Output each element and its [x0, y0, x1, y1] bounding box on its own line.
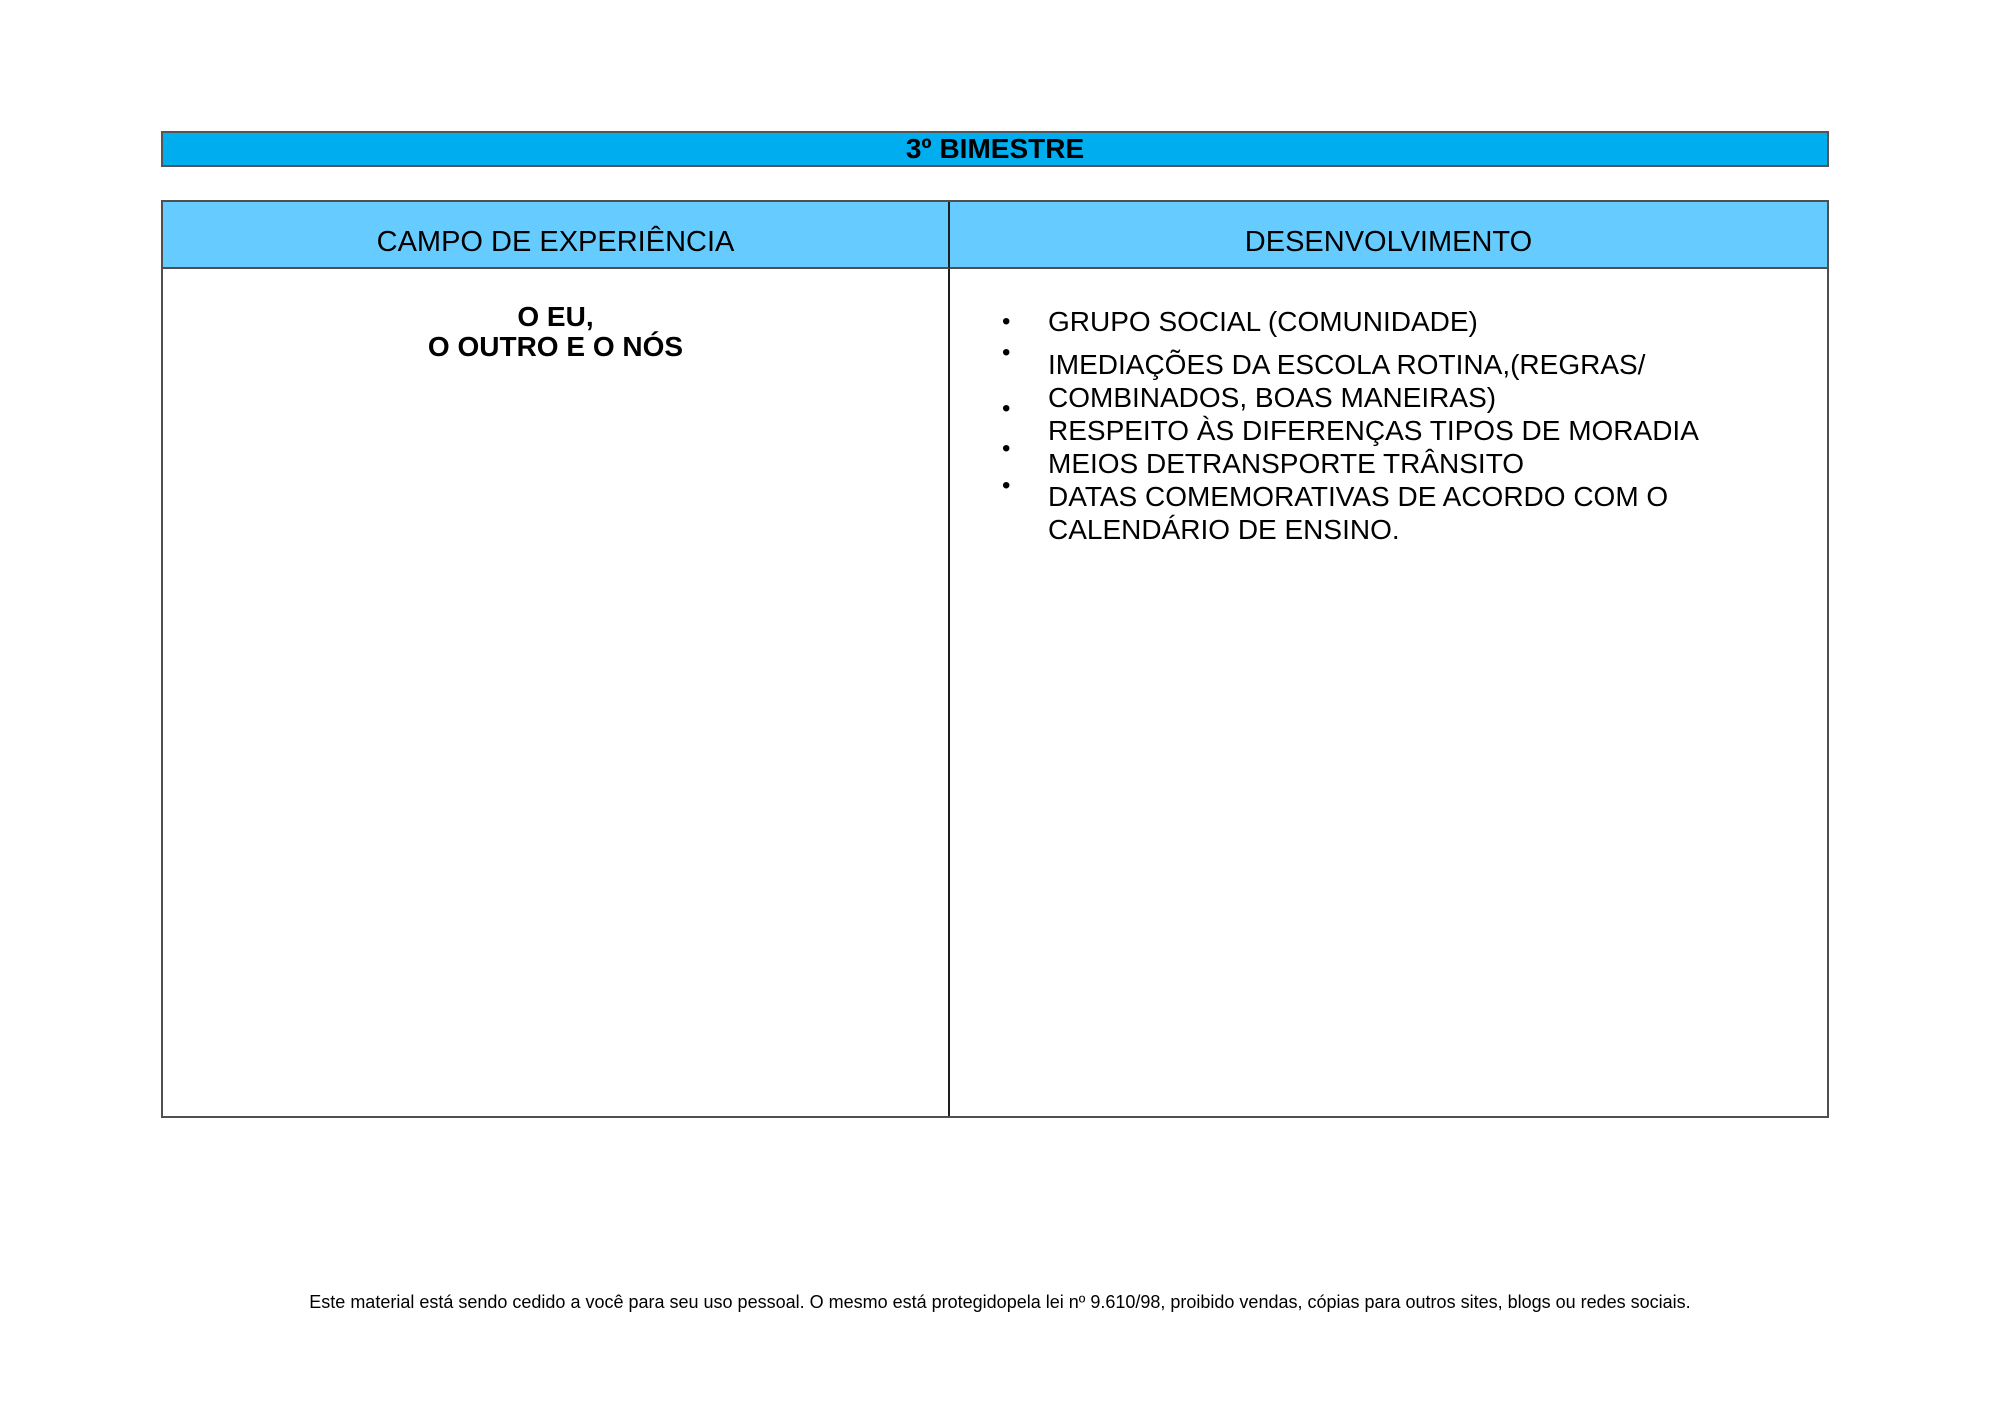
list-item — [1002, 305, 1797, 338]
bullet-icon: • — [1002, 472, 1011, 499]
column-header-desenvolvimento: DESENVOLVIMENTO — [950, 202, 1827, 269]
list-item — [1002, 435, 1797, 480]
bullet-icon: • — [1002, 395, 1011, 422]
list-item-text: MEIOS DETRANSPORTE TRÂNSITO — [1048, 448, 1525, 479]
copyright-notice: Este material está sendo cedido a você para seu uso pessoal. O mesmo está protegidopela lei nº 9.610/98, proibido vendas, cópias para outros sites, blogs ou redes sociais. — [309, 1292, 1691, 1312]
banner-title: 3º BIMESTRE — [905, 133, 1085, 164]
list-item-text: RESPEITO ÀS DIFERENÇAS TIPOS DE MORADIA — [1048, 415, 1699, 446]
curriculum-table — [161, 200, 1829, 1118]
campo-cell — [163, 269, 950, 1116]
list-item — [1002, 395, 1797, 447]
bullet-icon: • — [1002, 339, 1011, 366]
campo-text: O EU, O OUTRO E O NÓS — [427, 301, 684, 362]
list-item — [1002, 339, 1797, 414]
list-item — [1002, 472, 1797, 546]
bullet-icon: • — [1002, 308, 1011, 335]
bullet-icon: • — [1002, 435, 1011, 462]
column-header-campo-de-experiencia: CAMPO DE EXPERIÊNCIA — [163, 202, 950, 269]
bimestre-banner — [161, 131, 1829, 167]
list-item-text: GRUPO SOCIAL (COMUNIDADE) — [1048, 306, 1478, 337]
desenvolvimento-cell — [950, 269, 1827, 1116]
list-item-text: DATAS COMEMORATIVAS DE ACORDO COM O CALENDÁRIO DE ENSINO. — [1048, 481, 1669, 545]
list-item-text: IMEDIAÇÕES DA ESCOLA ROTINA,(REGRAS/ COMBINADOS, BOAS MANEIRAS) — [1048, 349, 1646, 413]
